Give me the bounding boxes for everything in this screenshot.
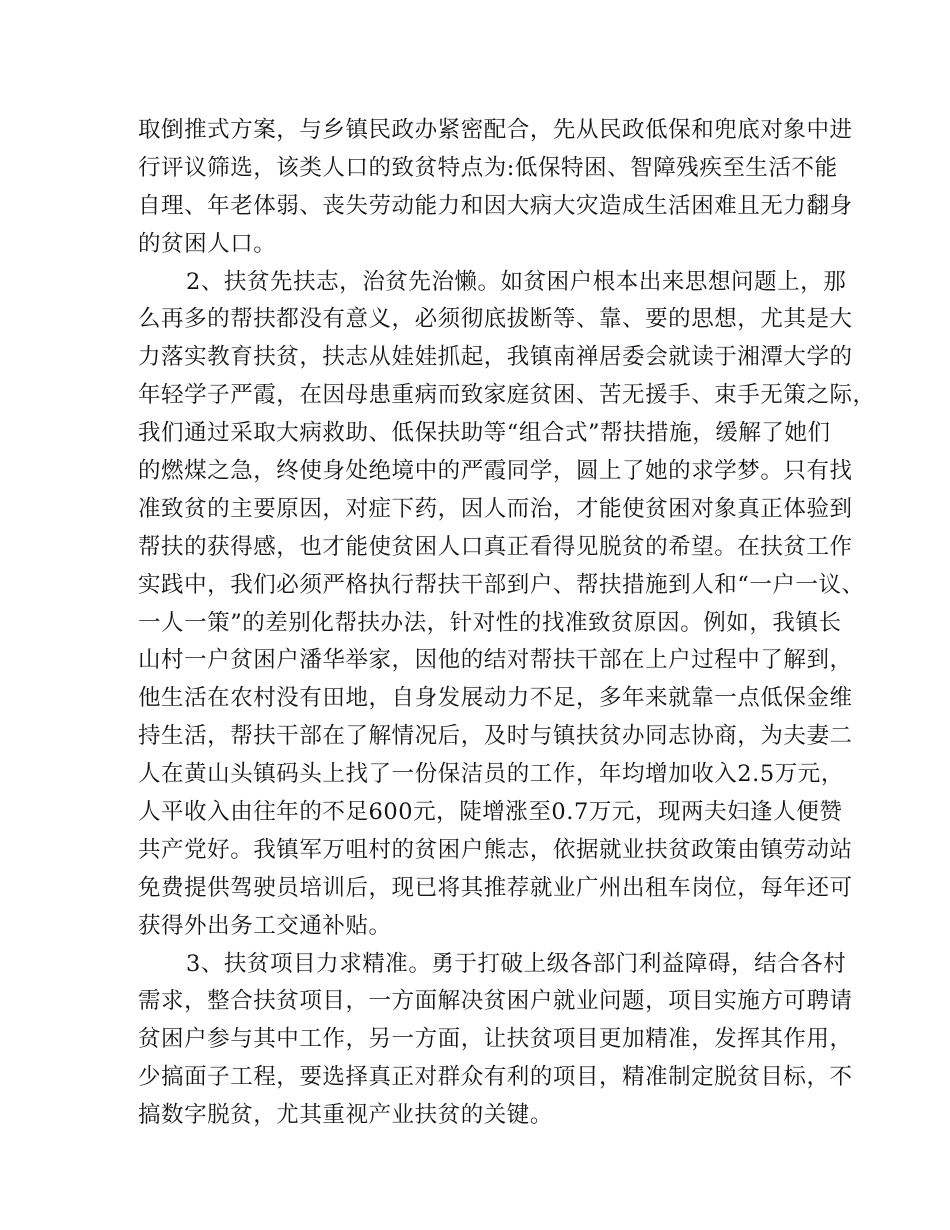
text-line: 准致贫的主要原因，对症下药，因人而治，才能使贫困对象真正体验到	[138, 495, 853, 522]
text-line: 人平收入由往年的不足600元，陡增涨至0.7万元，现两夫妇逢人便赞	[138, 799, 843, 826]
text-line: 他生活在农村没有田地，自身发展动力不足，多年来就靠一点低保金维	[138, 685, 853, 712]
text-line: 的贫困人口。	[138, 230, 277, 257]
text-line: 少搞面子工程，要选择真正对群众有利的项目，精准制定脱贫目标，不	[138, 1064, 853, 1091]
text-line: 实践中，我们必须严格执行帮扶干部到户、帮扶措施到人和“一户一议、	[138, 571, 865, 598]
text-line: 2、扶贫先扶志，治贫先治懒。如贫困户根本出来思想问题上，那	[186, 268, 847, 295]
paragraph-2	[138, 264, 876, 946]
document-body	[138, 112, 876, 1135]
text-line: 自理、年老体弱、丧失劳动能力和因大病大灾造成生活困难且无力翻身	[138, 192, 853, 219]
text-line: 我们通过采取大病救助、低保扶助等“组合式”帮扶措施，缓解了她们	[138, 420, 831, 447]
paragraph-1	[138, 112, 853, 264]
text-line: 人在黄山头镇码头上找了一份保洁员的工作，年均增加收入2.5万元，	[138, 761, 844, 788]
text-line: 免费提供驾驶员培训后，现已将其推荐就业广州出租车岗位，每年还可	[138, 874, 853, 901]
text-line: 获得外出务工交通补贴。	[138, 912, 392, 939]
paragraph-3	[138, 946, 853, 1135]
text-line: 取倒推式方案，与乡镇民政办紧密配合，先从民政低保和兜底对象中进	[138, 117, 853, 143]
text-line: 力落实教育扶贫，扶志从娃娃抓起，我镇南禅居委会就读于湘潭大学的	[138, 344, 853, 371]
text-line: 共产党好。我镇军万咀村的贫困户熊志，依据就业扶贫政策由镇劳动站	[138, 836, 853, 863]
text-line: 搞数字脱贫，尤其重视产业扶贫的关键。	[138, 1102, 553, 1129]
text-line: 的燃煤之急，终使身处绝境中的严霞同学，圆上了她的求学梦。只有找	[138, 458, 853, 485]
text-line: 么再多的帮扶都没有意义，必须彻底拔断等、靠、要的思想，尤其是大	[138, 306, 853, 333]
text-line: 山村一户贫困户潘华举家，因他的结对帮扶干部在上户过程中了解到，	[138, 647, 853, 674]
text-line: 需求，整合扶贫项目，一方面解决贫困户就业问题，项目实施方可聘请	[138, 988, 853, 1015]
text-line: 行评议筛选，该类人口的致贫特点为:低保特困、智障残疾至生活不能	[138, 154, 838, 181]
text-line: 贫困户参与其中工作，另一方面，让扶贫项目更加精准，发挥其作用，	[138, 1026, 853, 1053]
text-line: 帮扶的获得感，也才能使贫困人口真正看得见脱贫的希望。在扶贫工作	[138, 533, 853, 560]
text-line: 持生活，帮扶干部在了解情况后，及时与镇扶贫办同志协商，为夫妻二	[138, 723, 853, 750]
text-line: 3、扶贫项目力求精准。勇于打破上级各部门利益障碍，结合各村	[186, 950, 847, 977]
text-line: 一人一策”的差别化帮扶办法，针对性的找准致贫原因。例如，我镇长	[138, 609, 842, 636]
text-line: 年轻学子严霞，在因母患重病而致家庭贫困、苦无援手、束手无策之际，	[138, 382, 876, 409]
